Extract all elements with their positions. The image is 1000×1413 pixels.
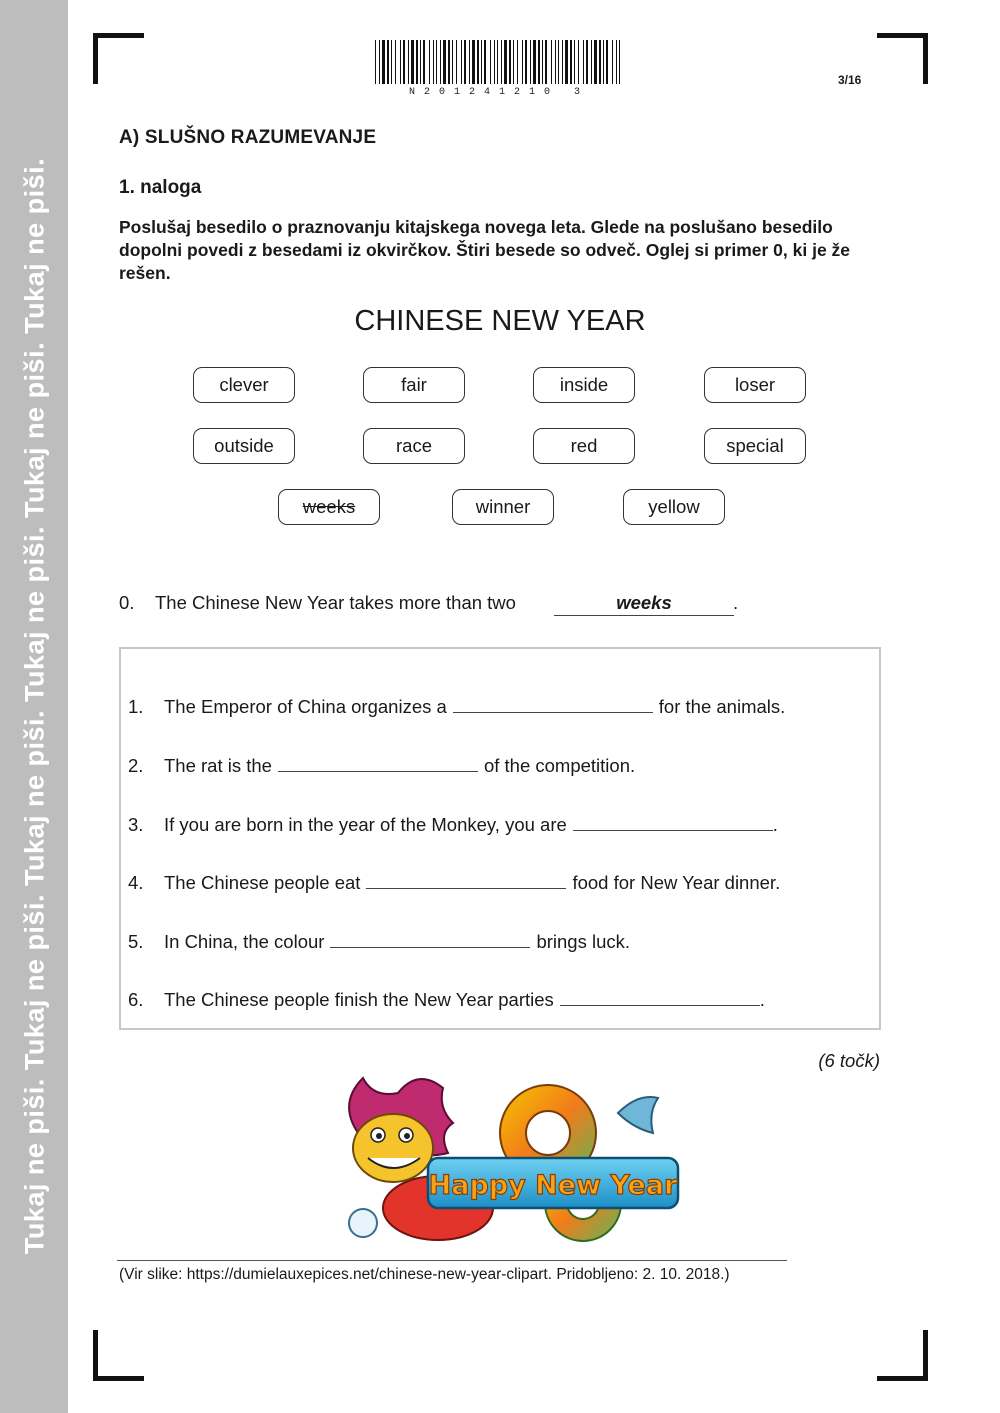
word-box-inside — [533, 367, 635, 403]
barcode-bar — [400, 40, 401, 84]
corner-mark-top-right — [877, 33, 928, 84]
word-box-loser — [704, 367, 806, 403]
barcode-bar — [558, 40, 559, 84]
barcode-bar — [545, 40, 547, 84]
example-number: 0. — [119, 592, 135, 613]
question-text-after: food for New Year dinner. — [572, 872, 781, 893]
barcode-bar — [509, 40, 511, 84]
word-box-weeks — [278, 489, 380, 525]
question-number: 6. — [128, 989, 144, 1010]
question-text-before: The Chinese people eat — [164, 872, 361, 893]
barcode-bar — [416, 40, 418, 84]
answer-blank-4[interactable] — [366, 872, 566, 889]
word-label: clever — [219, 374, 269, 395]
do-not-write-text: Tukaj ne piši. Tukaj ne piši. Tukaj ne piši. Tukaj ne piši. Tukaj ne piši. Tukaj ne piši. — [19, 157, 50, 1255]
question-4 — [128, 872, 780, 894]
word-bank-title: CHINESE NEW YEAR — [354, 305, 646, 337]
answer-blank-5[interactable] — [330, 931, 530, 948]
points-label: (6 točk) — [818, 1050, 880, 1071]
corner-mark-top-left — [93, 33, 144, 84]
barcode-bar — [477, 40, 479, 84]
question-text-before: In China, the colour — [164, 931, 325, 952]
barcode-bar — [565, 40, 568, 84]
barcode-bar — [513, 40, 514, 84]
barcode-number: N201241210 3 — [408, 87, 589, 98]
question-6 — [128, 989, 765, 1011]
word-box-special — [704, 428, 806, 464]
example-period: . — [733, 592, 739, 613]
barcode-bar — [525, 40, 527, 84]
barcode-bar — [497, 40, 498, 84]
barcode-bar — [469, 40, 470, 84]
barcode-bar — [461, 40, 462, 84]
question-5 — [128, 931, 630, 953]
barcode-bar — [395, 40, 396, 84]
barcode-bar — [616, 40, 617, 84]
barcode-bar — [452, 40, 453, 84]
barcode-bar — [562, 40, 563, 84]
barcode-bar — [481, 40, 482, 84]
example-sentence — [119, 592, 516, 614]
barcode-bar — [551, 40, 552, 84]
question-number: 1. — [128, 696, 144, 717]
word-label-struck: weeks — [302, 496, 356, 517]
question-2 — [128, 755, 635, 777]
barcode-bar — [574, 40, 575, 84]
word-box-outside — [193, 428, 295, 464]
word-label: race — [396, 435, 432, 456]
barcode-bar — [464, 40, 466, 84]
barcode-bar — [594, 40, 597, 84]
barcode-bar — [603, 40, 604, 84]
word-label: special — [726, 435, 784, 456]
question-text-after: brings luck. — [536, 931, 631, 952]
dragon-clipart — [318, 1073, 688, 1248]
barcode-bar — [583, 40, 584, 84]
barcode-bar — [443, 40, 446, 84]
question-text-before: The Emperor of China organizes a — [164, 696, 447, 717]
word-label: winner — [475, 496, 531, 517]
corner-mark-bottom-left — [93, 1330, 144, 1381]
question-number: 3. — [128, 814, 144, 835]
barcode-bar — [403, 40, 405, 84]
barcode-bar — [538, 40, 540, 84]
barcode-bar — [387, 40, 389, 84]
barcode-bar — [490, 40, 491, 84]
page-number: 3/16 — [838, 73, 862, 87]
question-text-after: . — [772, 814, 778, 835]
example-answer: weeks — [616, 592, 672, 613]
question-1 — [128, 696, 785, 718]
question-text-before: The Chinese people finish the New Year parties — [164, 989, 554, 1010]
barcode-bar — [586, 40, 588, 84]
corner-mark-bottom-right — [877, 1330, 928, 1381]
example-answer-line — [554, 615, 734, 616]
barcode-bar — [391, 40, 392, 84]
barcode-bar — [433, 40, 434, 84]
tail-fin — [618, 1097, 658, 1133]
barcode-bar — [440, 40, 441, 84]
answer-blank-3[interactable] — [573, 814, 773, 831]
barcode-bar — [578, 40, 579, 84]
question-number: 4. — [128, 872, 144, 893]
word-label: inside — [559, 374, 609, 395]
barcode-bar — [411, 40, 414, 84]
banner-text: Happy New Year — [428, 1170, 678, 1201]
question-number: 2. — [128, 755, 144, 776]
question-text-before: If you are born in the year of the Monkey, you are — [164, 814, 567, 835]
barcode-bar — [619, 40, 620, 84]
image-source: (Vir slike: https://dumielauxepices.net/chinese-new-year-clipart. Pridobljeno: 2. 10. 2018.) — [119, 1266, 730, 1283]
barcode-bar — [522, 40, 523, 84]
word-label: outside — [214, 435, 274, 456]
barcode-bar — [606, 40, 608, 84]
barcode-bar — [456, 40, 457, 84]
barcode-bar — [533, 40, 536, 84]
barcode-bar — [612, 40, 613, 84]
task-title: 1. naloga — [119, 177, 202, 198]
question-text-after: of the competition. — [483, 755, 636, 776]
answer-blank-1[interactable] — [453, 696, 653, 713]
question-3 — [128, 814, 778, 836]
barcode-bar — [472, 40, 475, 84]
word-label: red — [570, 435, 598, 456]
barcode-bar — [484, 40, 486, 84]
barcode-bar — [517, 40, 518, 84]
word-label: loser — [734, 374, 776, 395]
barcode-bar — [591, 40, 592, 84]
barcode-bar — [382, 40, 385, 84]
word-label: fair — [401, 374, 427, 395]
word-box-yellow — [623, 489, 725, 525]
barcode-bar — [599, 40, 601, 84]
barcode-bar — [530, 40, 531, 84]
question-text-before: The rat is the — [164, 755, 272, 776]
barcode-bar — [555, 40, 556, 84]
barcode-bar — [429, 40, 430, 84]
barcode-bar — [408, 40, 409, 84]
do-not-write-strip — [0, 0, 68, 1413]
barcode-bar — [501, 40, 502, 84]
barcode-bar — [570, 40, 572, 84]
word-label: yellow — [648, 496, 700, 517]
barcode-bar — [494, 40, 495, 84]
section-title: A) SLUŠNO RAZUMEVANJE — [119, 127, 377, 148]
barcode — [375, 40, 623, 84]
barcode-bar — [448, 40, 450, 84]
word-box-red — [533, 428, 635, 464]
question-text-after: for the animals. — [658, 696, 786, 717]
word-box-fair — [363, 367, 465, 403]
barcode-bar — [420, 40, 421, 84]
word-box-race — [363, 428, 465, 464]
source-divider — [117, 1260, 787, 1261]
answer-blank-2[interactable] — [278, 755, 478, 772]
barcode-bar — [379, 40, 380, 84]
example-text: The Chinese New Year takes more than two — [155, 592, 516, 613]
question-number: 5. — [128, 931, 144, 952]
pearl — [349, 1209, 377, 1237]
task-instructions: Poslušaj besedilo o praznovanju kitajskega novega leta. Glede na poslušano besedilo dopolni povedi z besedami iz okvirčkov. Štiri besede so odveč. Oglej si primer 0, ki je že rešen. — [119, 217, 851, 283]
dragon-head — [353, 1114, 433, 1182]
barcode-bar — [504, 40, 507, 84]
barcode-bar — [542, 40, 543, 84]
barcode-bar — [423, 40, 425, 84]
question-text-after: . — [759, 989, 765, 1010]
word-box-winner — [452, 489, 554, 525]
answer-blank-6[interactable] — [560, 989, 760, 1006]
barcode-bar — [436, 40, 437, 84]
barcode-bar — [375, 40, 376, 84]
word-box-clever — [193, 367, 295, 403]
